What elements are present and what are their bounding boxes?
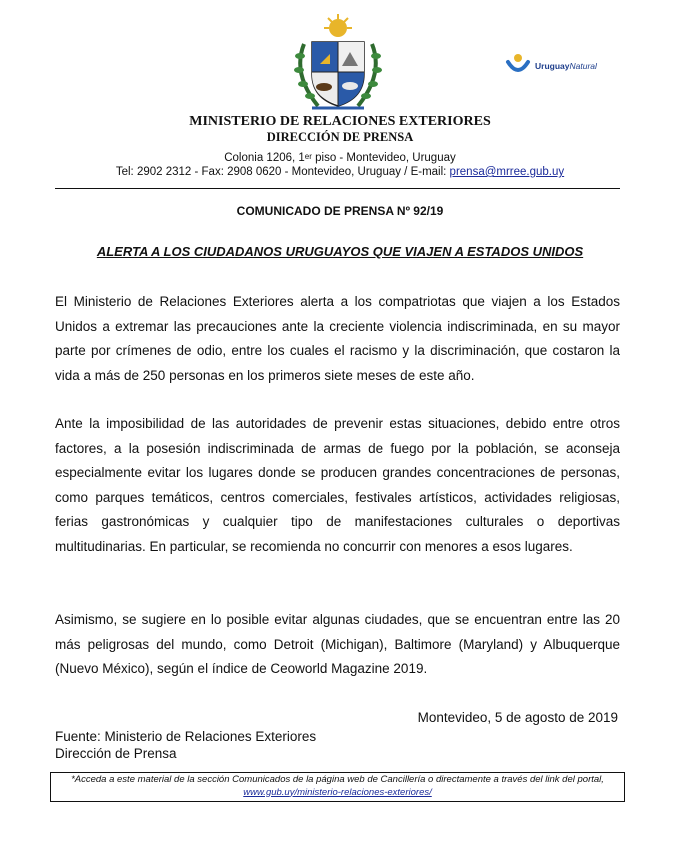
release-headline: ALERTA A LOS CIUDADANOS URUGUAYOS QUE VIAJEN A ESTADOS UNIDOS	[96, 244, 584, 259]
contact-line: Tel: 2902 2312 - Fax: 2908 0620 - Montevideo, Uruguay / E-mail: prensa@mrree.gub.uy	[115, 166, 565, 178]
ministry-name: MINISTERIO DE RELACIONES EXTERIORES	[189, 114, 491, 129]
paragraph-3: Asimismo, se sugiere en lo posible evitar algunas ciudades, que se encuentran entre las 20 más peligrosas del mundo, como Detroit (Michigan), Baltimore (Maryland) y Albuquerque (Nuevo México), según el índice de Ceoworld Magazine 2019.	[55, 612, 620, 676]
release-number: COMUNICADO DE PRENSA Nº 92/19	[236, 204, 444, 218]
address-line: Colonia 1206, 1er piso - Montevideo, Uruguay	[224, 152, 456, 164]
source-line-1: Fuente: Ministerio de Relaciones Exteriores	[55, 729, 317, 744]
portal-link[interactable]: www.gub.uy/ministerio-relaciones-exteriores/	[243, 786, 432, 798]
department-name: DIRECCIÓN DE PRENSA	[266, 130, 414, 144]
uruguay-natural-logo-icon	[505, 52, 531, 78]
paragraph-2: Ante la imposibilidad de las autoridades de prevenir estas situaciones, debido entre otros factores, a la posesión indiscriminada de armas de fuego por la población, se aconseja especialmente evitar los lugares donde se producen grandes concentraciones de personas, como parques temáticos, centros comerciales, festivales artísticos, actividades religiosas, ferias gastronómicas y cualquier tipo de manifestaciones culturales o deportivas multitudinarias. En particular, se recomienda no concurrir con menores a esos lugares.	[55, 416, 620, 554]
release-date: Montevideo, 5 de agosto de 2019	[417, 710, 618, 725]
email-link[interactable]: prensa@mrree.gub.uy	[449, 166, 565, 178]
source-line-2: Dirección de Prensa	[55, 746, 177, 761]
brand-name: UruguayNatural	[535, 61, 597, 71]
uruguay-natural-logo	[505, 52, 625, 82]
header-divider	[55, 188, 620, 189]
paragraph-1: El Ministerio de Relaciones Exteriores alerta a los compatriotas que viajen a los Estados Unidos a extremar las precauciones ante la creciente violencia indiscriminada, en su mayor parte por crímenes de odio, entre los cuales el racismo y la discriminación, que costaron la vida a más de 250 personas en los primeros siete meses de este año.	[55, 294, 620, 383]
uruguay-coat-of-arms-icon	[290, 14, 386, 114]
footnote-box: *Acceda a este material de la sección Comunicados de la página web de Cancillería o directamente a través del link del portal, www.gub.uy/ministerio-relaciones-exteriores/	[50, 772, 625, 802]
